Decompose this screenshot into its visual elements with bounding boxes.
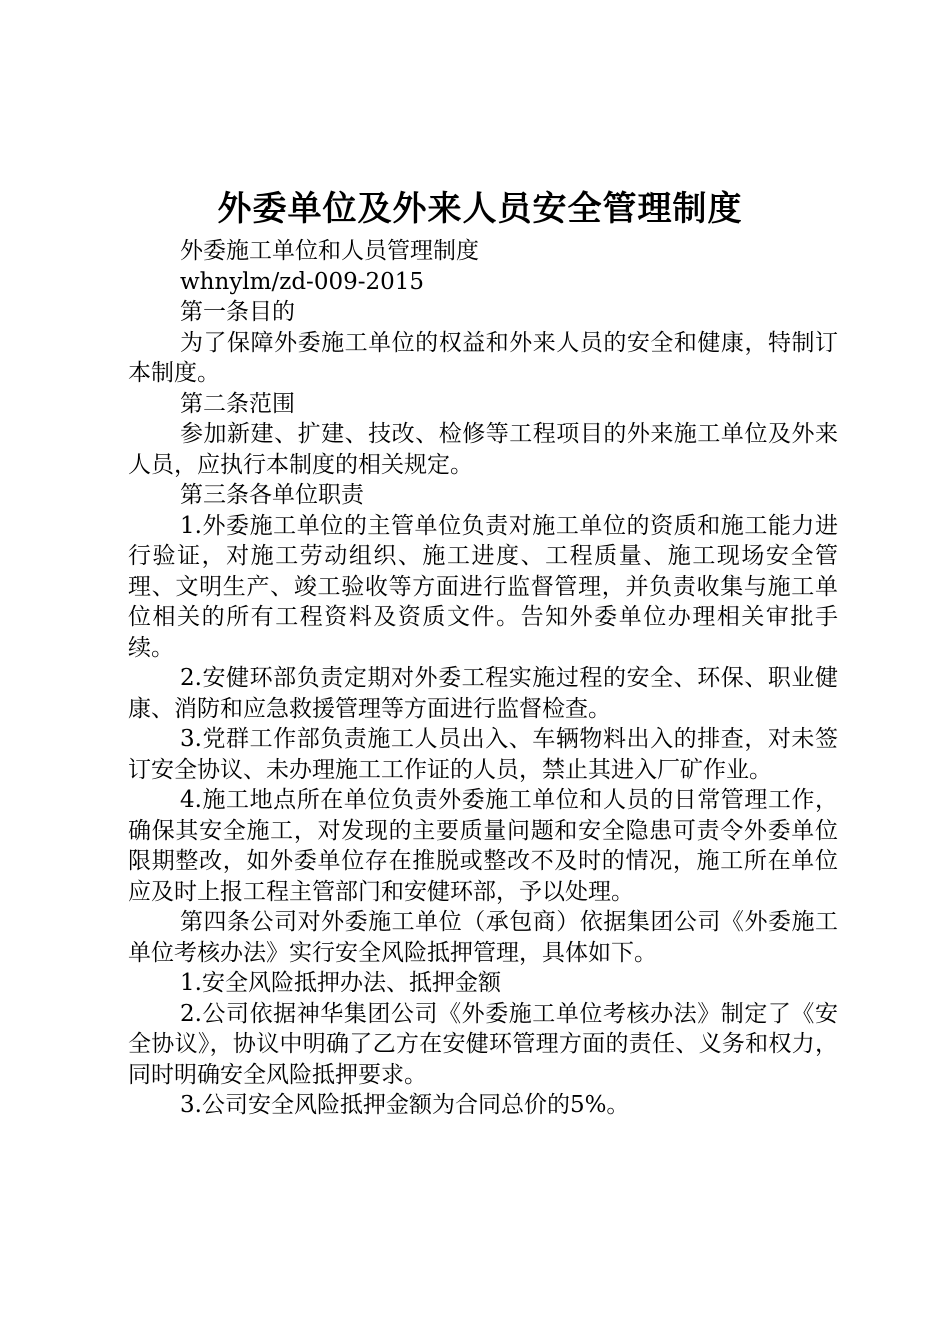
article-heading: 第二条范围 xyxy=(180,390,295,417)
body-paragraph: 3.公司安全风险抵押金额为合同总价的5%。 xyxy=(180,1092,630,1118)
subtitle-paragraph: 外委施工单位和人员管理制度 xyxy=(180,238,479,264)
body-paragraph: 2.安健环部负责定期对外委工程实施过程的安全、环保、职业健康、消防和应急救援管理等方面进行监督检查。 xyxy=(128,665,838,722)
body-paragraph: 1.外委施工单位的主管单位负责对施工单位的资质和施工能力进行验证，对施工劳动组织、施工进度、工程质量、施工现场安全管理、文明生产、竣工验收等方面进行监督管理，并负责收集与施工单位相关的所有工程资料及资质文件。告知外委单位办理相关审批手续。 xyxy=(128,512,838,661)
body-paragraph: 2.公司依据神华集团公司《外委施工单位考核办法》制定了《安全协议》，协议中明确了乙方在安健环管理方面的责任、义务和权力，同时明确安全风险抵押要求。 xyxy=(128,1000,838,1088)
body-paragraph: 1.安全风险抵押办法、抵押金额 xyxy=(180,970,501,996)
body-paragraph: 4.施工地点所在单位负责外委施工单位和人员的日常管理工作，确保其安全施工，对发现的主要质量问题和安全隐患可责令外委单位限期整改，如外委单位存在推脱或整改不及时的情况，施工所在单位应及时上报工程主管部门和安健环部，予以处理。 xyxy=(128,787,838,905)
body-paragraph: 为了保障外委施工单位的权益和外来人员的安全和健康，特制订本制度。 xyxy=(128,329,838,386)
article-heading: 第一条目的 xyxy=(180,299,295,325)
document-title: 外委单位及外来人员安全管理制度 xyxy=(217,189,743,229)
body-paragraph: 参加新建、扩建、技改、检修等工程项目的外来施工单位及外来人员，应执行本制度的相关规定。 xyxy=(128,421,838,478)
article-heading: 第三条各单位职责 xyxy=(180,482,364,508)
document-number: whnylm/zd-009-2015 xyxy=(180,268,425,295)
document-body xyxy=(128,236,838,1121)
body-paragraph: 3.党群工作部负责施工人员出入、车辆物料出入的排查，对未签订安全协议、未办理施工工作证的人员，禁止其进入厂矿作业。 xyxy=(128,726,838,783)
body-paragraph: 第四条公司对外委施工单位（承包商）依据集团公司《外委施工单位考核办法》实行安全风险抵押管理，具体如下。 xyxy=(128,909,838,966)
